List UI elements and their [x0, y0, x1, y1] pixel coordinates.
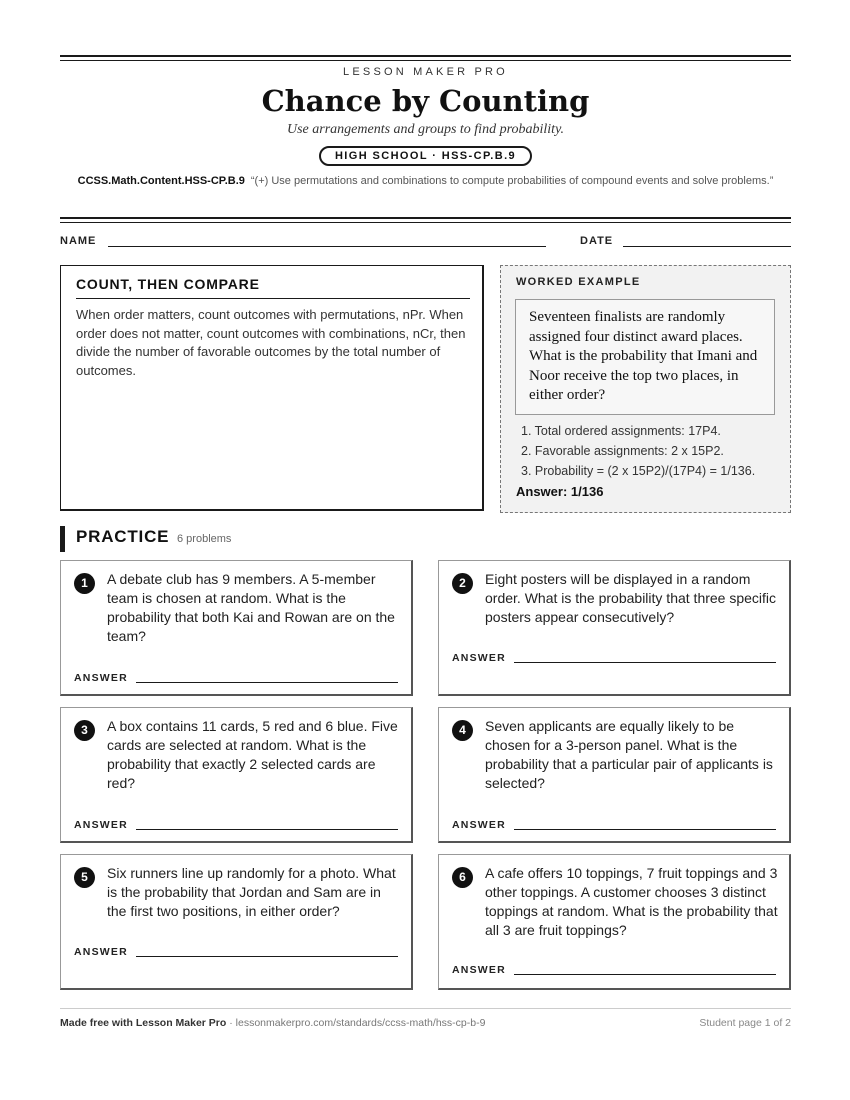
problem-text: Six runners line up randomly for a photo. What is the probability that Jordan and Sam are in the first two positions, in either order?: [107, 865, 396, 919]
problem-card-5: [60, 854, 413, 990]
problem-card-1: [60, 560, 413, 696]
answer-label: ANSWER: [452, 819, 506, 831]
worksheet-title: Chance by Counting: [261, 84, 590, 118]
problem-number-badge: 2: [452, 573, 473, 594]
answer-line-6[interactable]: [514, 974, 776, 975]
practice-count: 6 problems: [177, 533, 232, 545]
problem-card-6: [438, 854, 791, 990]
grade-standard-badge: HIGH SCHOOL · HSS-CP.B.9: [319, 146, 532, 166]
problem-card-2: [438, 560, 791, 696]
footer-brand: Made free with Lesson Maker Pro: [60, 1017, 227, 1029]
problem-text: A cafe offers 10 toppings, 7 fruit toppings and 3 other toppings. A customer chooses 3 distinct toppings at random. What is the probability that all 3 are fruit toppings?: [485, 865, 778, 938]
problem-number-badge: 4: [452, 720, 473, 741]
worked-step: 3. Probability = (2 x 15P2)/(17P4) = 1/136.: [521, 464, 756, 478]
top-double-rule: [60, 55, 791, 61]
answer-label: ANSWER: [74, 946, 128, 958]
worksheet-subtitle: Use arrangements and groups to find probability.: [286, 122, 565, 137]
concept-body: When order matters, count outcomes with permutations, nPr. When order does not matter, count outcomes with combinations, nCr, then divide the number of favorable outcomes by the total number of outcomes.: [76, 307, 466, 378]
practice-accent-bar: [60, 526, 65, 552]
worked-example-box: [500, 265, 791, 513]
date-field[interactable]: [623, 246, 791, 247]
answer-label: ANSWER: [74, 819, 128, 831]
concept-box: [60, 265, 484, 511]
worked-step: 1. Total ordered assignments: 17P4.: [521, 424, 721, 438]
name-field[interactable]: [108, 246, 546, 247]
worked-example-label: WORKED EXAMPLE: [516, 276, 641, 288]
problem-number-badge: 6: [452, 867, 473, 888]
footer-credit: Made free with Lesson Maker Pro · lessonmakerpro.com/standards/ccss-math/hss-cp-b-9: [60, 1017, 486, 1029]
worksheet-page: [60, 0, 791, 1100]
answer-label: ANSWER: [452, 652, 506, 664]
header-bottom-double-rule: [60, 217, 791, 223]
answer-label: ANSWER: [452, 964, 506, 976]
problem-number-badge: 5: [74, 867, 95, 888]
standard-description: [60, 173, 791, 190]
concept-heading: COUNT, THEN COMPARE: [76, 276, 470, 299]
worked-example-problem: Seventeen finalists are randomly assigned four distinct award places. What is the probability that Imani and Noor receive the top two places, in either order?: [515, 299, 775, 415]
worked-example-answer: Answer: 1/136: [516, 484, 604, 499]
answer-line-4[interactable]: [514, 829, 776, 830]
date-label: DATE: [580, 235, 614, 247]
answer-line-5[interactable]: [136, 956, 398, 957]
problem-text: A box contains 11 cards, 5 red and 6 blue. Five cards are selected at random. What is the probability that exactly 2 selected cards are red?: [107, 718, 398, 791]
worked-step: 2. Favorable assignments: 2 x 15P2.: [521, 444, 724, 458]
footer-url[interactable]: lessonmakerpro.com/standards/ccss-math/hss-cp-b-9: [235, 1017, 486, 1029]
name-label: NAME: [60, 235, 97, 247]
answer-label: ANSWER: [74, 672, 128, 684]
brand-eyebrow: LESSON MAKER PRO: [343, 66, 508, 78]
problem-number-badge: 3: [74, 720, 95, 741]
standard-code: CCSS.Math.Content.HSS-CP.B.9: [77, 175, 245, 187]
footer-page-number: Student page 1 of 2: [699, 1017, 791, 1029]
practice-heading: PRACTICE: [76, 527, 170, 546]
answer-line-2[interactable]: [514, 662, 776, 663]
problem-card-4: [438, 707, 791, 843]
standard-text: “(+) Use permutations and combinations to compute probabilities of compound events and solve problems.”: [250, 175, 774, 187]
footer-divider: [60, 1008, 791, 1009]
answer-line-3[interactable]: [136, 829, 398, 830]
problem-text: A debate club has 9 members. A 5-member team is chosen at random. What is the probability that both Kai and Rowan are on the team?: [107, 571, 395, 644]
problem-card-3: [60, 707, 413, 843]
problem-text: Eight posters will be displayed in a random order. What is the probability that three specific posters appear consecutively?: [485, 571, 777, 625]
problem-number-badge: 1: [74, 573, 95, 594]
answer-line-1[interactable]: [136, 682, 398, 683]
problem-text: Seven applicants are equally likely to be chosen for a 3-person panel. What is the probability that a particular pair of applicants is selected?: [485, 718, 773, 791]
worked-example-steps: [521, 421, 755, 481]
